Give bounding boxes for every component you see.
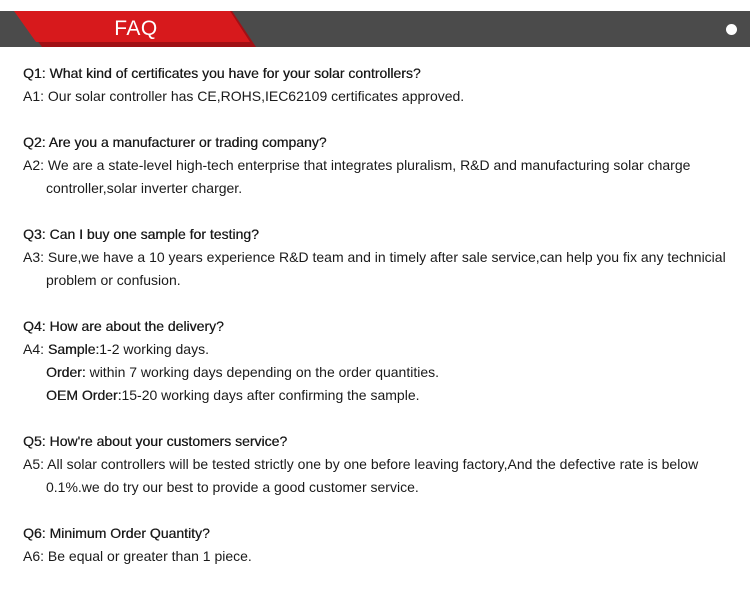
delivery-label: Order:	[46, 364, 86, 380]
faq-item-2	[23, 131, 738, 200]
faq-item-4	[23, 315, 738, 407]
faq-item-5	[23, 430, 738, 499]
answer-line: A3: Sure,we have a 10 years experience R&D team and in timely after sale service,can help you fix any technicial	[23, 249, 726, 265]
faq-title: FAQ	[114, 17, 158, 40]
answer-line	[23, 338, 738, 361]
answer-prefix: A4:	[23, 341, 48, 357]
question: Q3: Can I buy one sample for testing?	[23, 226, 259, 242]
delivery-text: 1-2 working days.	[99, 341, 209, 357]
question: Q5: How're about your customers service?	[23, 433, 288, 449]
question: Q4: How are about the delivery?	[23, 318, 224, 334]
question: Q6: Minimum Order Quantity?	[23, 525, 210, 541]
delivery-label: OEM Order:	[46, 387, 122, 403]
answer-line	[23, 361, 738, 384]
answer-line: 0.1%.we do try our best to provide a good customer service.	[46, 479, 419, 495]
faq-item-1	[23, 62, 738, 108]
faq-item-3	[23, 223, 738, 292]
question: Q1: What kind of certificates you have for your solar controllers?	[23, 65, 421, 81]
answer-line: A1: Our solar controller has CE,ROHS,IEC62109 certificates approved.	[23, 88, 465, 104]
delivery-text: within 7 working days depending on the order quantities.	[85, 364, 440, 380]
answer-line: A5: All solar controllers will be tested strictly one by one before leaving factory,And the defective rate is below	[23, 456, 699, 472]
answer-line: A6: Be equal or greater than 1 piece.	[23, 548, 252, 564]
faq-list	[23, 62, 738, 591]
answer-line: controller,solar inverter charger.	[46, 180, 243, 196]
delivery-text: 15-20 working days after confirming the sample.	[121, 387, 420, 403]
faq-item-6	[23, 522, 738, 568]
answer-line: A2: We are a state-level high-tech enterprise that integrates pluralism, R&D and manufacturing solar charge	[23, 157, 691, 173]
answer-line	[23, 384, 738, 407]
answer-line: problem or confusion.	[46, 272, 181, 288]
dot-icon	[726, 24, 737, 35]
question: Q2: Are you a manufacturer or trading company?	[23, 134, 327, 150]
faq-header-bar	[0, 11, 750, 47]
delivery-label: Sample:	[47, 341, 100, 357]
